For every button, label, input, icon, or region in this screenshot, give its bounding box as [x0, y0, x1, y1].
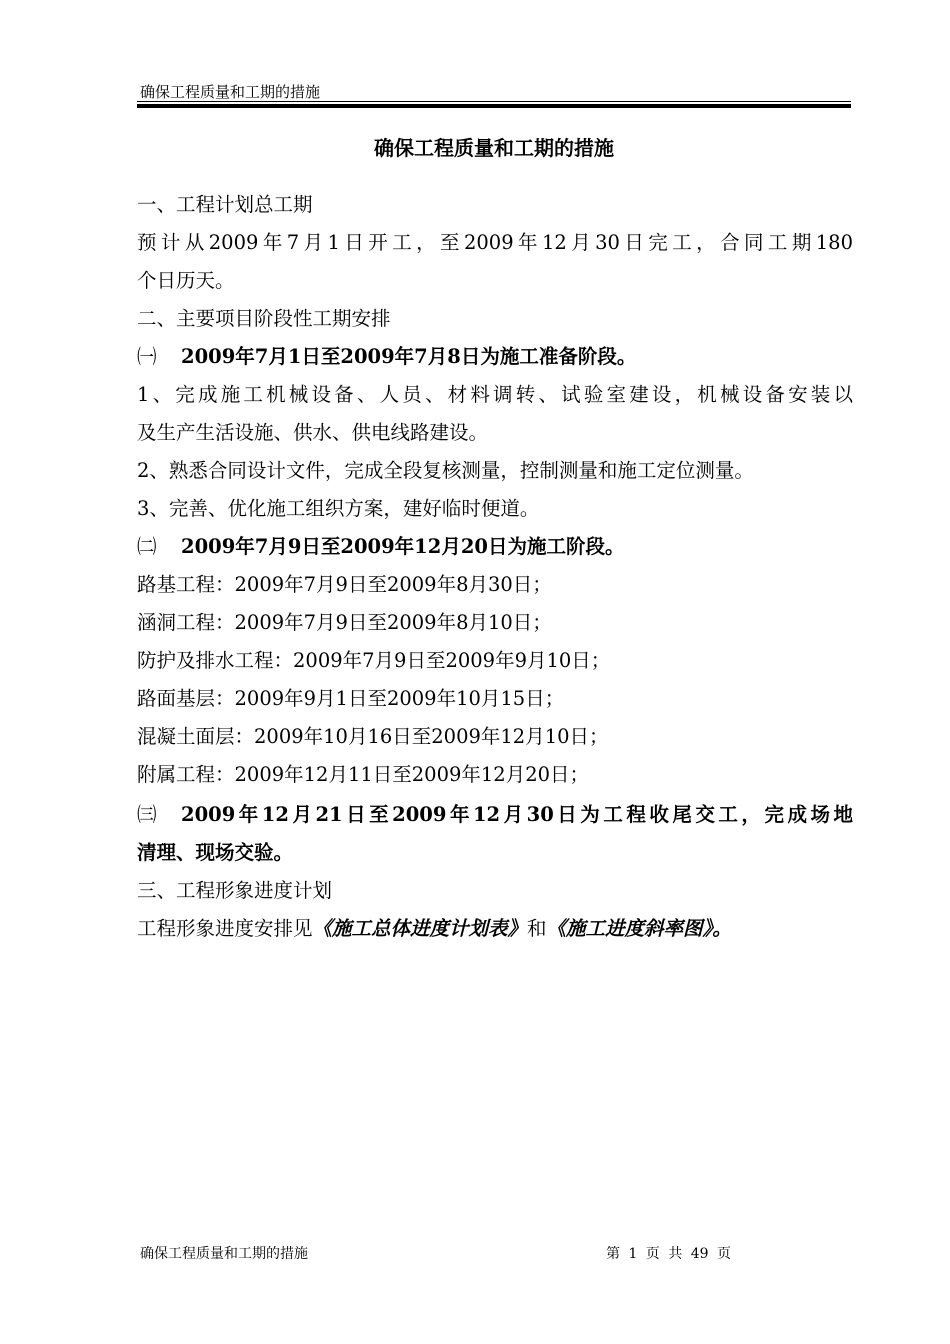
section-heading-total-duration: 一、工程计划总工期 — [137, 193, 313, 216]
stage-1-item-1-line-2: 及生产生活设施、供水、供电线路建设。 — [137, 421, 489, 444]
stage-1-item-2: 2、熟悉合同设计文件，完成全段复核测量，控制测量和施工定位测量。 — [137, 459, 754, 482]
paragraph-progress-plan — [137, 915, 853, 943]
schedule-item-subgrade: 路基工程：2009年7月9日至2009年8月30日； — [137, 573, 552, 596]
schedule-item-protection-drainage: 防护及排水工程：2009年7月9日至2009年9月10日； — [137, 649, 611, 672]
schedule-item-culvert: 涵洞工程：2009年7月9日至2009年8月10日； — [137, 611, 552, 634]
schedule-item-pavement-base: 路面基层：2009年9月1日至2009年10月15日； — [137, 687, 565, 710]
stage-3-marker: ㈢ — [137, 803, 157, 826]
stage-1-item-1-line-1: 1、完成施工机械设备、人员、材料调转、试验室建设，机械设备安装以 — [137, 383, 853, 406]
stage-1-item-3: 3、完善、优化施工组织方案，建好临时便道。 — [137, 497, 540, 520]
progress-plan-prefix: 工程形象进度安排见 — [137, 917, 313, 940]
footer-page-number: 第 1 页 共 49 页 — [606, 1246, 731, 1262]
section-heading-progress-plan: 三、工程形象进度计划 — [137, 879, 333, 902]
stage-1-text: 2009年7月1日至2009年7月8日为施工准备阶段。 — [181, 345, 637, 368]
stage-3-text-line-1: 2009年12月21日至2009年12月30日为工程收尾交工，完成场地 — [181, 803, 853, 826]
header-title: 确保工程质量和工期的措施 — [140, 83, 321, 101]
stage-3-heading-line-2: 清理、现场交验。 — [137, 841, 294, 864]
schedule-item-ancillary: 附属工程：2009年12月11日至2009年12月20日； — [137, 763, 590, 786]
paragraph-duration-line-2: 个日历天。 — [137, 269, 235, 292]
stage-1-heading — [137, 343, 853, 371]
header-divider-thick — [137, 104, 851, 108]
stage-1-marker: ㈠ — [137, 345, 157, 368]
header-divider-thin — [137, 101, 851, 102]
progress-plan-conjunction: 和 — [527, 917, 547, 940]
reference-overall-schedule-table: 《施工总体进度计划表》 — [312, 917, 528, 940]
section-heading-stage-schedule: 二、主要项目阶段性工期安排 — [137, 307, 391, 330]
schedule-item-concrete-surface: 混凝土面层：2009年10月16日至2009年12月10日； — [137, 725, 609, 748]
stage-2-heading — [137, 533, 853, 561]
stage-2-marker: ㈡ — [137, 535, 157, 558]
document-title: 确保工程质量和工期的措施 — [374, 136, 614, 160]
footer-document-title: 确保工程质量和工期的措施 — [140, 1246, 308, 1262]
stage-2-text: 2009年7月9日至2009年12月20日为施工阶段。 — [181, 535, 625, 558]
stage-3-heading-line-1 — [137, 801, 853, 829]
reference-slope-chart: 《施工进度斜率图》。 — [546, 917, 732, 940]
paragraph-duration-line-1: 预计从2009年7月1日开工，至2009年12月30日完工，合同工期180 — [137, 231, 853, 254]
